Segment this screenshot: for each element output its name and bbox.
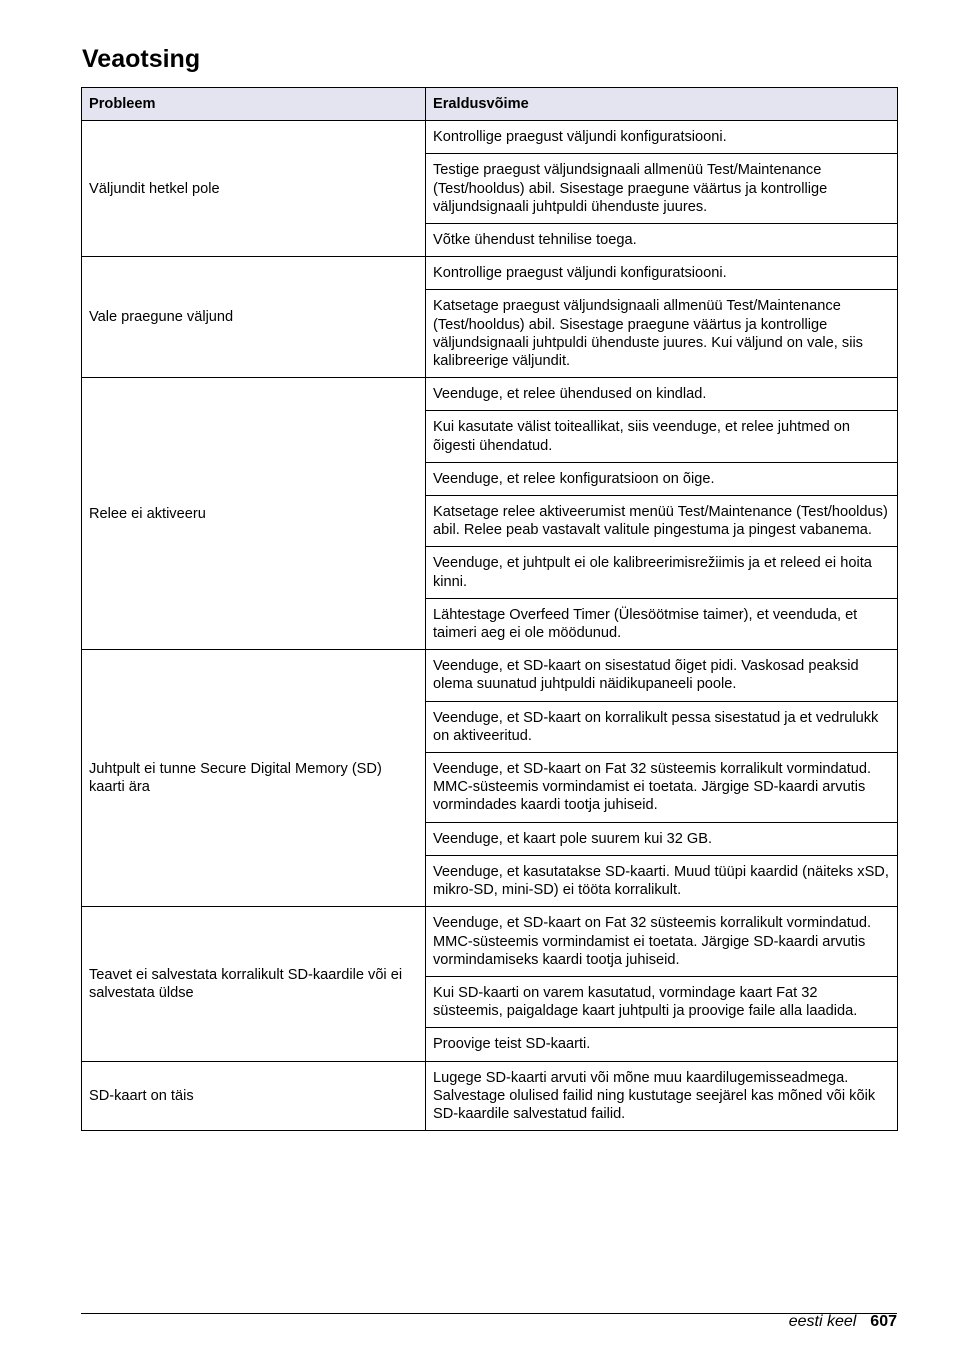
footer-language: eesti keel: [788, 1313, 857, 1330]
table-header-row: [82, 88, 898, 121]
table-row: [82, 378, 898, 411]
solution-cell: Veenduge, et SD-kaart on Fat 32 süsteemis korralikult vormindatud. MMC-süsteemis vormindamist ei toetata. Järgige SD-kaardi arvutis vormindades kaardi tootja juhiseid.: [426, 753, 898, 823]
page-title: Veaotsing: [82, 45, 201, 73]
footer-page-number: 607: [870, 1313, 897, 1330]
header-problem: Probleem: [82, 88, 426, 121]
problem-cell: Teavet ei salvestata korralikult SD-kaardile või ei salvestata üldse: [82, 907, 426, 1061]
table-body: [82, 121, 898, 1131]
solution-cell: Proovige teist SD-kaarti.: [426, 1028, 898, 1061]
solution-cell: Kontrollige praegust väljundi konfiguratsiooni.: [426, 257, 898, 290]
table-row: [82, 257, 898, 290]
troubleshooting-table: [81, 87, 898, 1131]
solution-cell: Võtke ühendust tehnilise toega.: [426, 224, 898, 257]
solution-cell: Veenduge, et relee ühendused on kindlad.: [426, 378, 898, 411]
solution-cell: Kui kasutate välist toiteallikat, siis veenduge, et relee juhtmed on õigesti ühendatud.: [426, 411, 898, 462]
problem-cell: SD-kaart on täis: [82, 1061, 426, 1131]
solution-cell: Katsetage relee aktiveerumist menüü Test/Maintenance (Test/hooldus) abil. Relee peab vastavalt valitule pingestuma ja pingest vabanema.: [426, 496, 898, 547]
header-solution: Eraldusvõime: [426, 88, 898, 121]
table-row: [82, 650, 898, 701]
problem-cell: Vale praegune väljund: [82, 257, 426, 378]
solution-cell: Veenduge, et kasutatakse SD-kaarti. Muud tüüpi kaardid (näiteks xSD, mikro-SD, mini-SD) ei tööta korralikult.: [426, 855, 898, 906]
solution-cell: Testige praegust väljundsignaali allmenüü Test/Maintenance (Test/hooldus) abil. Sisestage praegune väärtus ja kontrollige väljundsignaali juhtpuldi ühenduste juures.: [426, 154, 898, 224]
solution-cell: Veenduge, et SD-kaart on sisestatud õiget pidi. Vaskosad peaksid olema suunatud juhtpuldi näidikupaneeli poole.: [426, 650, 898, 701]
problem-cell: Relee ei aktiveeru: [82, 378, 426, 650]
solution-cell: Veenduge, et SD-kaart on Fat 32 süsteemis korralikult vormindatud. MMC-süsteemis vormindamist ei toetata. Järgige SD-kaardi arvutis vormindamiseks kaardi tootja juhiseid.: [426, 907, 898, 977]
problem-cell: Väljundit hetkel pole: [82, 121, 426, 257]
solution-cell: Veenduge, et juhtpult ei ole kalibreerimisrežiimis ja et releed ei hoita kinni.: [426, 547, 898, 598]
footer-divider: [81, 1313, 897, 1314]
table-row: [82, 121, 898, 154]
solution-cell: Lugege SD-kaarti arvuti või mõne muu kaardilugemisseadmega. Salvestage olulised failid ning kustutage seejärel kas mõned või kõik SD-kaardile salvestatud failid.: [426, 1061, 898, 1131]
problem-cell: Juhtpult ei tunne Secure Digital Memory (SD) kaarti ära: [82, 650, 426, 907]
solution-cell: Kui SD-kaarti on varem kasutatud, vormindage kaart Fat 32 süsteemis, paigaldage kaart juhtpulti ja proovige faile alla laadida.: [426, 976, 898, 1027]
solution-cell: Veenduge, et kaart pole suurem kui 32 GB.: [426, 822, 898, 855]
solution-cell: Katsetage praegust väljundsignaali allmenüü Test/Maintenance (Test/hooldus) abil. Sisestage praegune väärtus ja kontrollige väljundsignaali juhtpuldi ühenduste juures. Kui väljund on vale, siis kalibreerige väljundit.: [426, 290, 898, 378]
solution-cell: Veenduge, et SD-kaart on korralikult pessa sisestatud ja et vedrulukk on aktiveeritud.: [426, 701, 898, 752]
solution-cell: Lähtestage Overfeed Timer (Ülesöötmise taimer), et veenduda, et taimeri aeg ei ole möödunud.: [426, 598, 898, 649]
table-row: [82, 907, 898, 977]
solution-cell: Veenduge, et relee konfiguratsioon on õige.: [426, 462, 898, 495]
page-footer: [789, 1313, 897, 1331]
table-row: [82, 1061, 898, 1131]
solution-cell: Kontrollige praegust väljundi konfiguratsiooni.: [426, 121, 898, 154]
